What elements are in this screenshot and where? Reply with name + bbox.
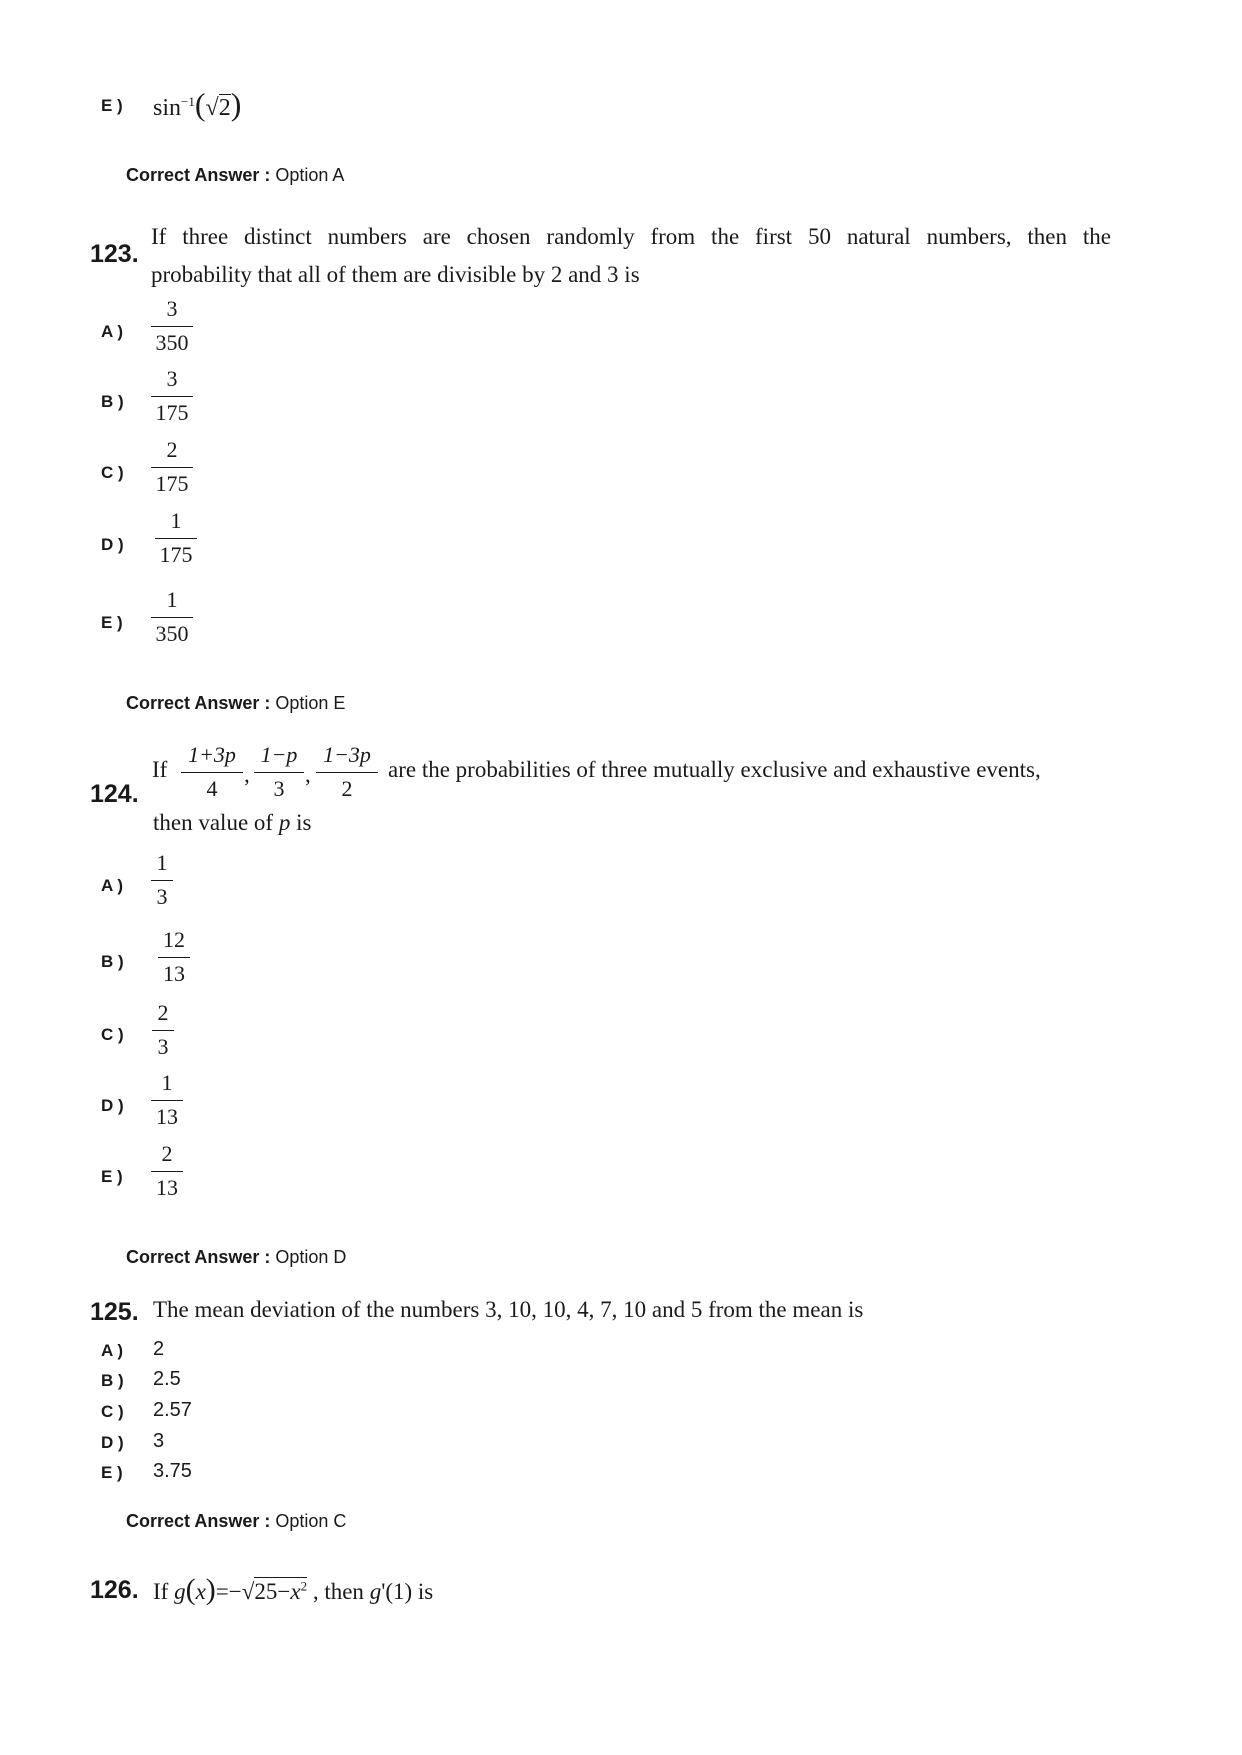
fraction-3: 1−3p 2 [316,742,378,802]
option-letter: D ) [101,1096,124,1115]
question-text-line-2: then value of p is [153,810,312,835]
correct-answer: Correct Answer : Option A [126,165,345,185]
correct-answer: Correct Answer : Option C [126,1511,347,1531]
option-letter: C ) [101,1025,124,1044]
option-value: 2 [153,1338,165,1360]
question-number: 125. [90,1298,139,1326]
option-letter: A ) [101,1341,124,1360]
fraction-1: 1+3p 4 [181,742,243,802]
option-letter: B ) [101,392,124,411]
comma: , [305,762,311,787]
question-number: 126. [90,1576,139,1604]
fraction-2: 1−p 3 [254,742,304,802]
question-number: 124. [90,780,139,808]
question-text-line-2: probability that all of them are divisible by 2 and 3 is [151,262,640,287]
option-value: 2.5 [153,1368,181,1390]
option-expression: $\sin^{-1}(√2)$ [153,86,242,122]
option-letter: A ) [101,322,124,341]
question-text: The mean deviation of the numbers 3, 10, 10, 4, 7, 10 and 5 from the mean is [153,1297,864,1322]
option-letter: B ) [101,1371,124,1390]
option-letter: E ) [101,1167,123,1186]
option-letter: E ) [101,1463,123,1482]
option-fraction: 2 175 [151,437,193,497]
option-letter: D ) [101,535,124,554]
question-text: If $g(x)=-√25-x^2$ , then g'(1) is [153,1573,434,1606]
option-letter: E ) [101,613,123,632]
option-letter: E ) [101,96,123,115]
option-value: 2.57 [153,1399,192,1421]
option-fraction: 3 350 [151,296,193,356]
option-fraction: 1 350 [151,587,193,647]
question-if: If [152,757,168,782]
option-fraction: 1 175 [155,508,197,568]
option-letter: B ) [101,952,124,971]
option-letter: D ) [101,1433,124,1452]
correct-answer: Correct Answer : Option D [126,1247,347,1267]
option-fraction: 1 3 [151,850,173,910]
option-letter: C ) [101,1402,124,1421]
option-fraction: 2 13 [151,1141,183,1201]
option-letter: C ) [101,463,124,482]
option-fraction: 12 13 [158,927,190,987]
option-fraction: 3 175 [151,366,193,426]
option-letter: A ) [101,876,124,895]
option-value: 3.75 [153,1460,192,1482]
question-text-line-1: If three distinct numbers are chosen randomly from the first 50 natural numbers, then the [151,224,1111,249]
correct-answer: Correct Answer : Option E [126,693,346,713]
question-number: 123. [90,240,139,268]
comma: , [244,762,250,787]
question-text-line-1: are the probabilities of three mutually exclusive and exhaustive events, [388,757,1041,782]
option-fraction: 1 13 [151,1070,183,1130]
option-fraction: 2 3 [152,1000,174,1060]
option-value: 3 [153,1430,165,1452]
